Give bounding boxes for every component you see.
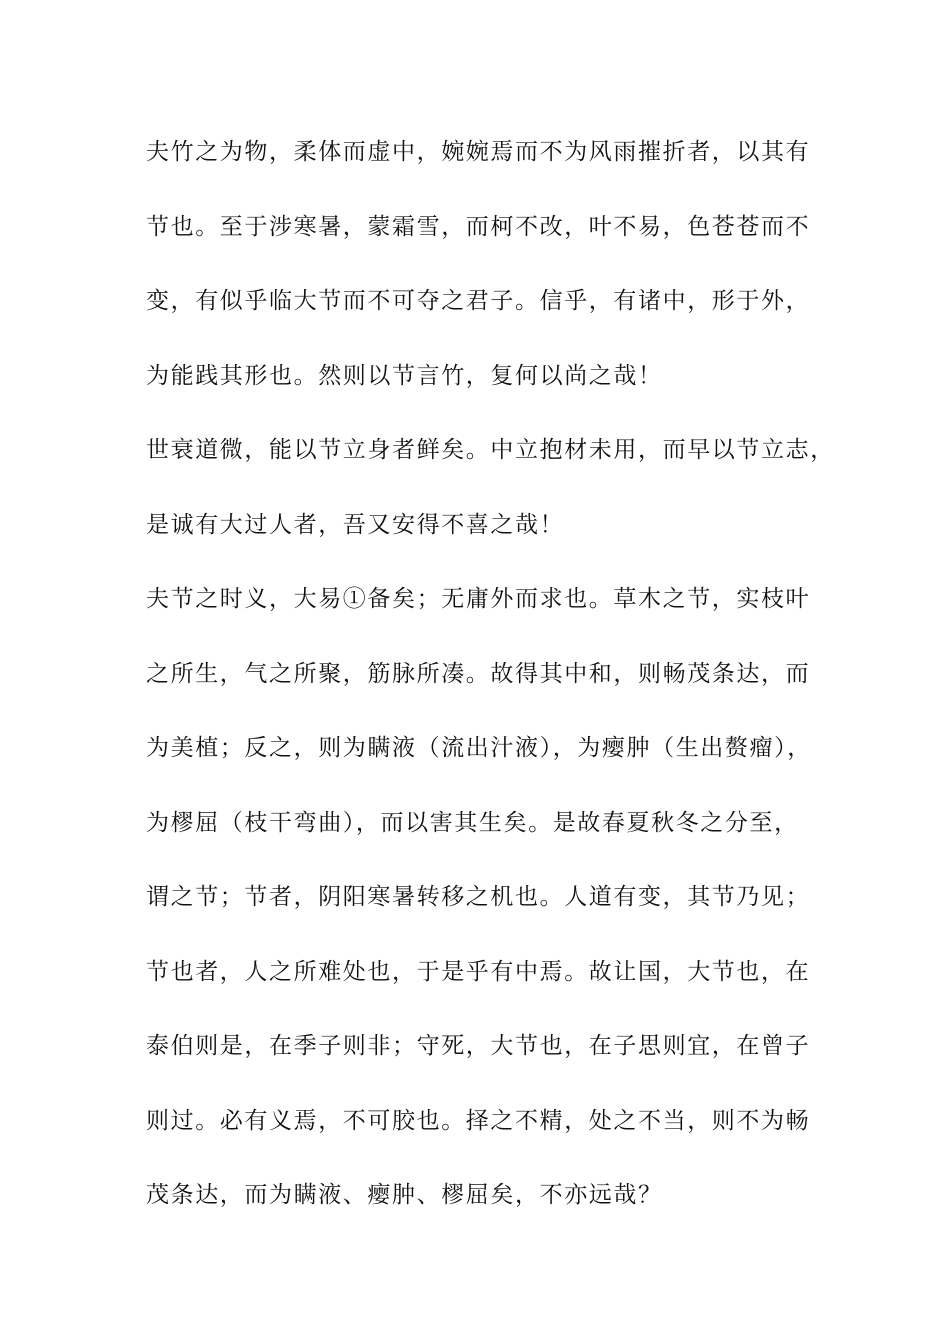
text-line: 泰伯则是，在季子则非；守死，大节也，在子思则宜，在曾子 <box>146 1033 811 1059</box>
text-line: 茂条达，而为瞒液、瘿肿、樛屈矣，不亦远哉？ <box>146 1182 663 1208</box>
text-line: 为能践其形也。然则以节言竹，复何以尚之哉！ <box>146 362 663 389</box>
text-line: 是诚有大过人者，吾又安得不喜之哉！ <box>146 511 565 538</box>
text-line: 谓之节；节者，阴阳寒暑转移之机也。人道有变，其节乃见； <box>146 884 811 910</box>
text-line: 为美植；反之，则为瞒液（流出汁液），为瘿肿（生出赘瘤）， <box>146 735 812 761</box>
text-line: 节也者，人之所难处也，于是乎有中焉。故让国，大节也，在 <box>146 958 811 985</box>
document-page <box>146 131 835 1249</box>
text-line: 变，有似乎临大节而不可夺之君子。信乎，有诸中，形于外， <box>146 288 811 314</box>
text-line: 夫竹之为物，柔体而虚中，婉婉焉而不为风雨摧折者，以其有 <box>146 139 811 165</box>
text-line: 则过。必有义焉，不可胶也。择之不精，处之不当，则不为畅 <box>146 1107 811 1134</box>
text-line: 世衰道微，能以节立身者鲜矣。中立抱材未用，而早以节立志， <box>146 437 835 463</box>
text-line: 夫节之时义，大易①备矣；无庸外而求也。草木之节，实枝叶 <box>146 586 811 612</box>
text-line: 节也。至于涉寒暑，蒙霜雪，而柯不改，叶不易，色苍苍而不 <box>146 213 811 240</box>
text-line: 之所生，气之所聚，筋脉所凑。故得其中和，则畅茂条达，而 <box>146 660 811 687</box>
text-line: 为樛屈（枝干弯曲），而以害其生矣。是故春夏秋冬之分至， <box>146 809 799 836</box>
